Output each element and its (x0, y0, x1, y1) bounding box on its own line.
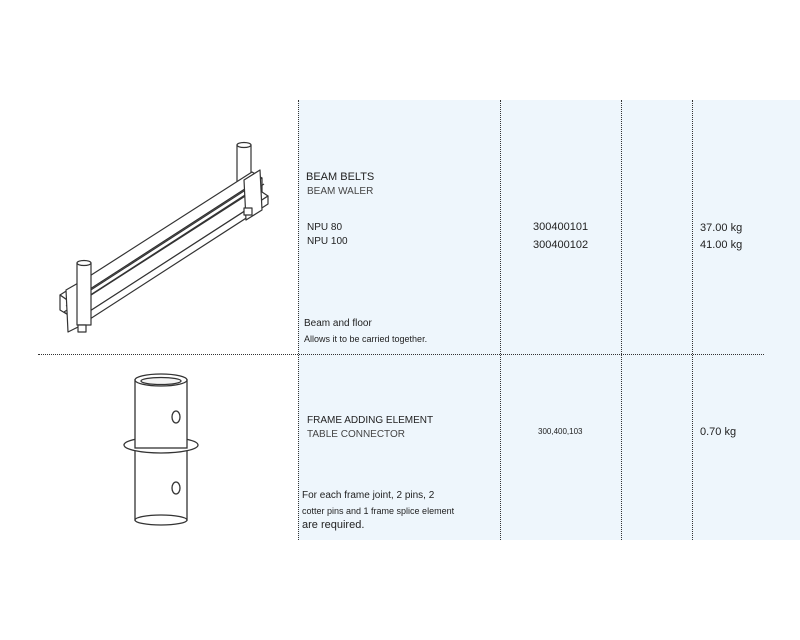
product-note: are required. (302, 519, 365, 531)
beam-waler-illustration (30, 130, 290, 380)
product-note: For each frame joint, 2 pins, 2 (302, 490, 435, 501)
table-background (298, 100, 800, 540)
product-weight: 37.00 kg (700, 222, 743, 234)
product-note: Allows it to be carried together. (304, 334, 428, 344)
column-divider (692, 100, 693, 540)
product-note: Beam and floor (304, 318, 372, 329)
product-weight: 41.00 kg (700, 239, 743, 251)
product-note: cotter pins and 1 frame splice element (302, 506, 455, 516)
product-code: 300400101 (533, 221, 589, 233)
variant-label: NPU 80 (307, 222, 343, 233)
product-code: 300400102 (533, 239, 589, 251)
product-code: 300,400,103 (538, 427, 583, 436)
product-title: FRAME ADDING ELEMENT (307, 415, 434, 426)
product-weight: 0.70 kg (700, 426, 737, 438)
variant-label: NPU 100 (307, 236, 348, 247)
column-divider (621, 100, 622, 540)
column-divider (500, 100, 501, 540)
table-connector-illustration (118, 365, 238, 535)
column-divider (298, 100, 299, 540)
product-subtitle: TABLE CONNECTOR (307, 429, 405, 440)
product-subtitle: BEAM WALER (307, 186, 374, 197)
product-title: BEAM BELTS (306, 171, 375, 183)
